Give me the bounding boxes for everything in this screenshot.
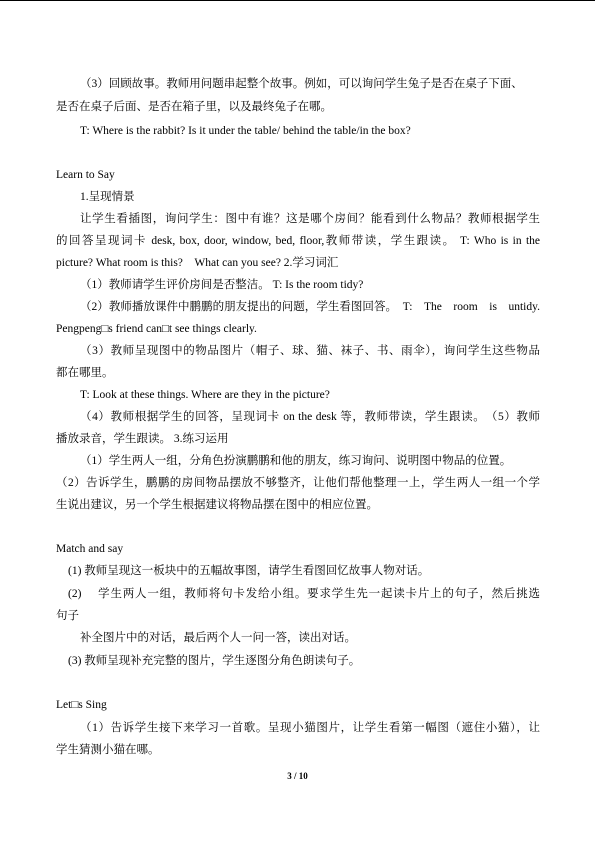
paragraph-scene-line2: 的回答呈现词卡 desk, box, door, window, bed, floor,教师带读，学生跟读。 T: Who is in the	[56, 235, 540, 247]
paragraph-match-item2-line3: 补全图片中的对话，最后两个人一问一答，读出对话。	[80, 632, 356, 644]
paragraph-match-item3: (3) 教师呈现补充完整的图片，学生逐图分角色朗读句子。	[68, 655, 361, 667]
paragraph-wordcard-line1: （4）教师根据学生的回答，呈现词卡 on the desk 等，教师带读，学生跟读。 （5）教师	[80, 411, 540, 423]
paragraph-objects-line1: （3）教师呈现图中的物品图片（帽子、球、猫、袜子、书、雨伞），询问学生这些物品	[80, 345, 540, 357]
paragraph-scene-line3: picture? What room is this? What can you see? 2.学习词汇	[56, 257, 339, 269]
paragraph-match-item2-line2: 句子	[56, 610, 79, 622]
paragraph-review-line2: 是否在桌子后面、是否在箱子里，以及最终兔子在哪。	[56, 101, 332, 113]
paragraph-match-item1: (1) 教师呈现这一板块中的五幅故事图，请学生看图回忆故事人物对话。	[68, 565, 430, 577]
subheading-present-scene: 1.呈现情景	[80, 191, 135, 203]
document-page	[56, 0, 540, 841]
paragraph-tidy-up-line2: 生说出建议，另一个学生根据建议将物品摆在图中的相应位置。	[56, 499, 378, 511]
paragraph-review-line1: （3）回顾故事。教师用问题串起整个故事。例如，可以询问学生兔子是否在桌子下面、	[80, 78, 523, 90]
paragraph-untidy-line1: （2）教师播放课件中鹏鹏的朋友提出的问题，学生看图回答。 T: The room is untidy.	[80, 301, 540, 313]
paragraph-untidy-line2: Pengpeng□s friend can□t see things clearly.	[56, 323, 257, 335]
paragraph-match-item2-line1: (2) 学生两人一组，教师将句卡发给小组。要求学生先一起读卡片上的句子，然后挑选	[68, 588, 540, 600]
paragraph-wordcard-line2: 播放录音，学生跟读。 3.练习运用	[56, 433, 229, 445]
section-heading-learn-to-say: Learn to Say	[56, 169, 115, 181]
section-heading-lets-sing: Let□s Sing	[56, 699, 107, 711]
section-heading-match-and-say: Match and say	[56, 543, 124, 555]
paragraph-look-line: T: Look at these things. Where are they in the picture?	[80, 389, 330, 401]
paragraph-tidy-line: （1）教师请学生评价房间是否整洁。 T: Is the room tidy?	[80, 279, 364, 291]
paragraph-question-line: T: Where is the rabbit? Is it under the table/ behind the table/in the box?	[80, 125, 411, 137]
paragraph-sing-line2: 学生猜测小猫在哪。	[56, 744, 160, 756]
paragraph-objects-line2: 都在哪里。	[56, 367, 114, 379]
paragraph-tidy-up-line1: （2）告诉学生，鹏鹏的房间物品摆放不够整齐，让他们帮他整理一上，学生两人一组一个学	[56, 477, 540, 489]
paragraph-practice-line: （1）学生两人一组，分角色扮演鹏鹏和他的朋友，练习询问、说明图中物品的位置。	[80, 455, 512, 467]
page-number: 3 / 10	[287, 771, 308, 781]
paragraph-sing-line1: （1）告诉学生接下来学习一首歌。呈现小猫图片，让学生看第一幅图（遮住小猫），让	[80, 722, 540, 734]
paragraph-scene-line1: 让学生看插图，询问学生：图中有谁？这是哪个房间？能看到什么物品？教师根据学生	[80, 213, 540, 225]
